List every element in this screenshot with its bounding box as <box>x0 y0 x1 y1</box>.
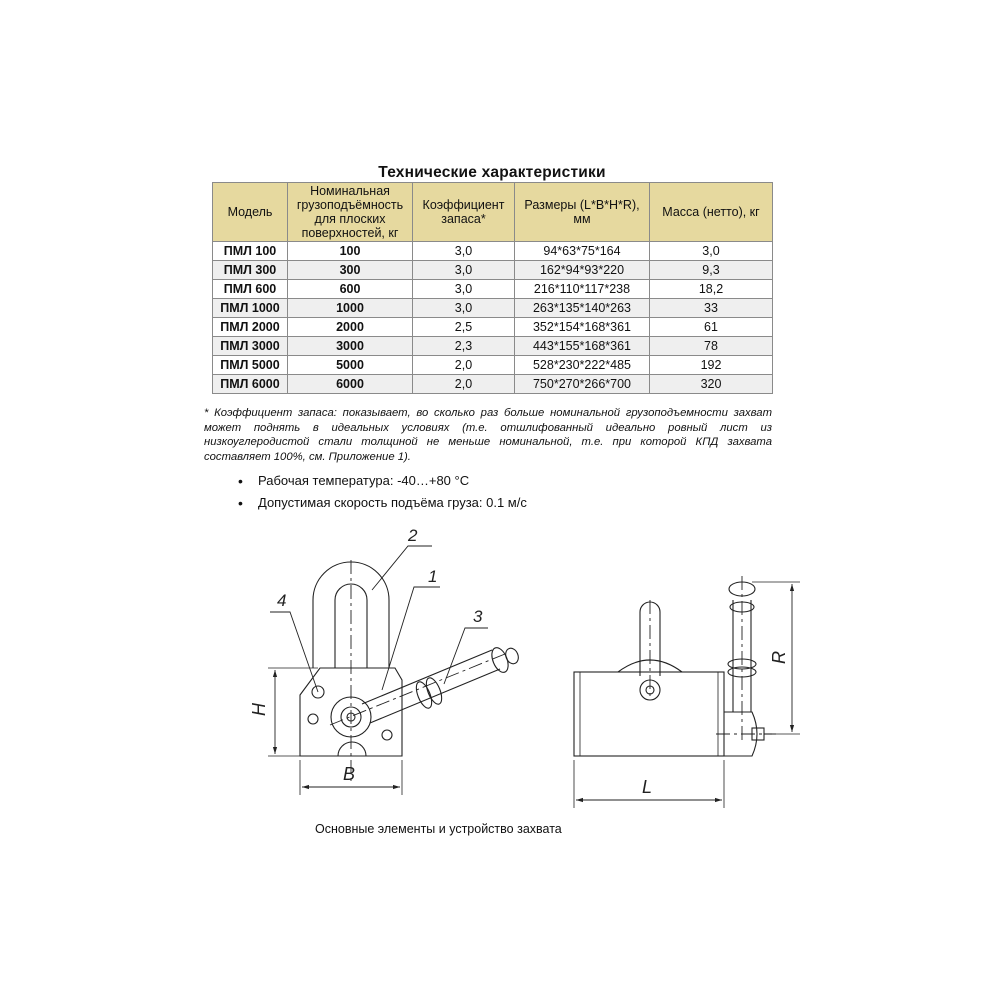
cell-mass: 192 <box>650 356 773 375</box>
cell-capacity: 6000 <box>288 375 413 394</box>
cell-coefficient: 2,0 <box>413 375 515 394</box>
cell-coefficient: 3,0 <box>413 280 515 299</box>
cell-mass: 9,3 <box>650 261 773 280</box>
side-view <box>574 576 800 808</box>
cell-dimensions: 162*94*93*220 <box>515 261 650 280</box>
cell-model: ПМЛ 300 <box>213 261 288 280</box>
cell-coefficient: 2,3 <box>413 337 515 356</box>
cell-capacity: 3000 <box>288 337 413 356</box>
dimension-label-B: B <box>343 764 356 784</box>
footnote: * Коэффициент запаса: показывает, во сколько раз больше номинальной грузоподъемности захват может поднять в идеальных условиях (т.е. отшлифованный идеально ровный лист из низкоуглеродистой стали толщиной не меньше номинальной, т.е. при которой КПД захвата составляет 100%, см. Приложение 1). <box>204 407 772 463</box>
callout-leaders <box>270 546 488 692</box>
cell-mass: 61 <box>650 318 773 337</box>
lever-collar <box>423 676 445 706</box>
bullet-lift-speed: • Допустимая скорость подъёма груза: 0.1 м/с <box>238 492 527 514</box>
front-view <box>268 546 521 795</box>
cell-capacity: 100 <box>288 242 413 261</box>
body-bottom-cutout <box>338 742 366 756</box>
cell-mass: 3,0 <box>650 242 773 261</box>
callout-label-3: 3 <box>473 607 483 626</box>
cell-dimensions: 352*154*168*361 <box>515 318 650 337</box>
lever-tip <box>503 646 520 665</box>
leader-2 <box>372 546 432 590</box>
cell-mass: 78 <box>650 337 773 356</box>
magnet-body <box>574 672 724 756</box>
leader-1 <box>382 587 440 690</box>
lever-collar <box>413 680 435 710</box>
dimension-label-L: L <box>642 777 653 797</box>
hole-lower <box>382 730 392 740</box>
cell-coefficient: 2,0 <box>413 356 515 375</box>
cell-mass: 33 <box>650 299 773 318</box>
dimension-label-R: R <box>769 651 789 664</box>
cell-coefficient: 2,5 <box>413 318 515 337</box>
header-capacity: Номинальная грузоподъёмность для плоских поверхностей, кг <box>288 183 413 242</box>
hole-side <box>308 714 318 724</box>
cell-capacity: 2000 <box>288 318 413 337</box>
cell-capacity: 300 <box>288 261 413 280</box>
cell-model: ПМЛ 100 <box>213 242 288 261</box>
cell-model: ПМЛ 2000 <box>213 318 288 337</box>
cell-capacity: 1000 <box>288 299 413 318</box>
cell-mass: 18,2 <box>650 280 773 299</box>
cell-coefficient: 3,0 <box>413 242 515 261</box>
callout-label-4: 4 <box>277 591 287 610</box>
cell-dimensions: 750*270*266*700 <box>515 375 650 394</box>
cell-coefficient: 3,0 <box>413 299 515 318</box>
header-mass: Масса (нетто), кг <box>650 183 773 242</box>
callout-label-2: 2 <box>408 526 418 545</box>
drawing-caption: Основные элементы и устройство захвата <box>315 822 562 836</box>
cell-dimensions: 443*155*168*361 <box>515 337 650 356</box>
lever-centerline <box>330 654 505 725</box>
cell-model: ПМЛ 600 <box>213 280 288 299</box>
cell-model: ПМЛ 5000 <box>213 356 288 375</box>
cell-mass: 320 <box>650 375 773 394</box>
bullet-temperature: • Рабочая температура: -40…+80 °С <box>238 470 527 492</box>
cell-dimensions: 263*135*140*263 <box>515 299 650 318</box>
header-dimensions: Размеры (L*B*H*R), мм <box>515 183 650 242</box>
centerlines <box>330 560 505 782</box>
side-centerlines <box>650 576 776 740</box>
cell-dimensions: 216*110*117*238 <box>515 280 650 299</box>
cell-coefficient: 3,0 <box>413 261 515 280</box>
cell-model: ПМЛ 1000 <box>213 299 288 318</box>
page-title: Технические характеристики <box>378 164 606 181</box>
dimension-label-H: H <box>249 703 269 716</box>
cell-capacity: 5000 <box>288 356 413 375</box>
callout-label-1: 1 <box>428 567 438 586</box>
cell-capacity: 600 <box>288 280 413 299</box>
header-safety-factor: Коэффициент запаса* <box>413 183 515 242</box>
cell-model: ПМЛ 3000 <box>213 337 288 356</box>
cell-model: ПМЛ 6000 <box>213 375 288 394</box>
cell-dimensions: 94*63*75*164 <box>515 242 650 261</box>
cell-dimensions: 528*230*222*485 <box>515 356 650 375</box>
header-model: Модель <box>213 183 288 242</box>
